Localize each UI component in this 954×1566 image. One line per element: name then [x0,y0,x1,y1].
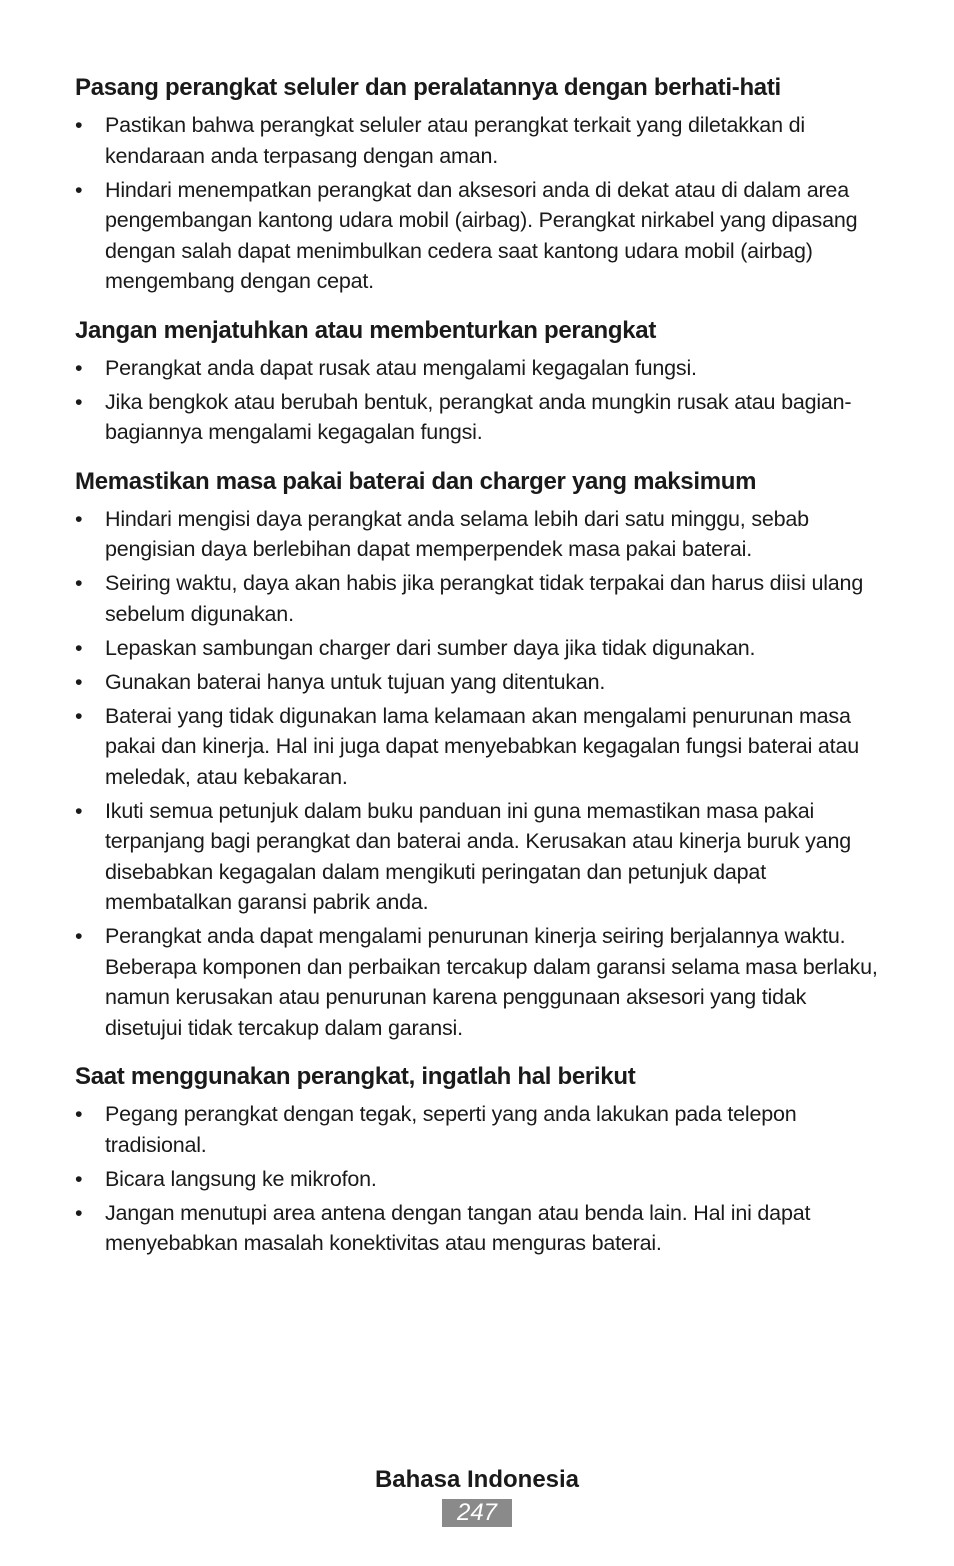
bullet-icon: • [75,635,83,660]
list-item [75,110,885,171]
list-item [75,701,885,793]
list-item-text: Perangkat anda dapat mengalami penurunan kinerja seiring berjalannya waktu. Beberapa komponen dan perbaikan tercakup dalam garansi selama masa berlaku, namun kerusakan atau penurunan karena penggunaan aksesori yang tidak disetujui tidak tercakup dalam garansi. [105,924,878,1040]
bullet-icon: • [75,177,83,202]
document-body [75,72,885,1277]
section-title: Pasang perangkat seluler dan peralatannya dengan berhati-hati [75,74,781,101]
bullet-icon: • [75,389,83,414]
list-item-text: Ikuti semua petunjuk dalam buku panduan ini guna memastikan masa pakai terpanjang bagi perangkat dan baterai anda. Kerusakan atau kinerja buruk yang disebabkan kegagalan dalam mengikuti peringatan dan petunjuk dapat membatalkan garansi pabrik anda. [105,798,852,914]
footer-language: Bahasa Indonesia [374,1466,580,1493]
bullet-icon: • [75,1102,83,1126]
page-footer [0,1463,954,1527]
list-item-text: Jika bengkok atau berubah bentuk, perangkat anda mungkin rusak atau bagian-bagiannya mengalami kegagalan fungsi. [105,389,852,444]
list-item [75,1164,885,1195]
list-item-text: Hindari menempatkan perangkat dan aksesori anda di dekat atau di dalam area pengembangan kantong udara mobil (airbag). Perangkat nirkabel yang dipasang dengan salah dapat menimbulkan cedera saat kantong udara mobil (airbag) mengembang dengan cepat. [105,177,858,293]
bullet-icon: • [75,703,83,728]
list-item-text: Pastikan bahwa perangkat seluler atau perangkat terkait yang diletakkan di kendaraan anda terpasang dengan aman. [105,113,805,168]
list-item-text: Baterai yang tidak digunakan lama kelamaan akan mengalami penurunan masa pakai dan kinerja. Hal ini juga dapat menyebabkan kegagalan fungsi baterai atau meledak, atau kebakaran. [105,703,859,789]
bullet-icon: • [75,1166,83,1191]
section-title: Jangan menjatuhkan atau membenturkan perangkat [75,316,657,344]
list-item [75,921,885,1043]
list-item-text: Seiring waktu, daya akan habis jika perangkat tidak terpakai dan harus diisi ulang sebelum digunakan. [105,571,864,626]
bullet-list [75,1099,885,1259]
list-item-text: Jangan menutupi area antena dengan tangan atau benda lain. Hal ini dapat menyebabkan masalah konektivitas atau menguras baterai. [105,1200,811,1255]
bullet-icon: • [75,355,83,380]
bullet-list [75,110,885,297]
page-number: 247 [442,1499,512,1527]
list-item-text: Perangkat anda dapat rusak atau mengalami kegagalan fungsi. [105,355,697,380]
list-item-text: Lepaskan sambungan charger dari sumber daya jika tidak digunakan. [105,635,756,660]
list-item [75,504,885,565]
bullet-icon: • [75,924,83,948]
section-title: Saat menggunakan perangkat, ingatlah hal berikut [75,1063,636,1090]
bullet-icon: • [75,798,83,823]
list-item [75,387,885,448]
section-do-not-drop [75,315,885,448]
section-mount-device [75,72,885,297]
bullet-icon: • [75,113,83,137]
bullet-icon: • [75,571,83,595]
list-item [75,667,885,698]
list-item-text: Bicara langsung ke mikrofon. [105,1166,377,1191]
section-battery-life [75,466,885,1044]
bullet-list [75,353,885,448]
bullet-list [75,504,885,1044]
list-item-text: Gunakan baterai hanya untuk tujuan yang ditentukan. [105,669,606,694]
list-item [75,353,885,384]
list-item [75,633,885,664]
list-item-text: Hindari mengisi daya perangkat anda selama lebih dari satu minggu, sebab pengisian daya berlebihan dapat memperpendek masa pakai baterai. [105,506,809,561]
list-item [75,568,885,629]
list-item [75,175,885,297]
bullet-icon: • [75,506,83,531]
list-item-text: Pegang perangkat dengan tegak, seperti yang anda lakukan pada telepon tradisional. [105,1102,797,1157]
bullet-icon: • [75,1200,83,1225]
list-item [75,796,885,918]
section-usage-tips [75,1061,885,1259]
bullet-icon: • [75,669,83,694]
section-title: Memastikan masa pakai baterai dan charger yang maksimum [75,467,757,495]
list-item [75,1099,885,1160]
list-item [75,1198,885,1259]
